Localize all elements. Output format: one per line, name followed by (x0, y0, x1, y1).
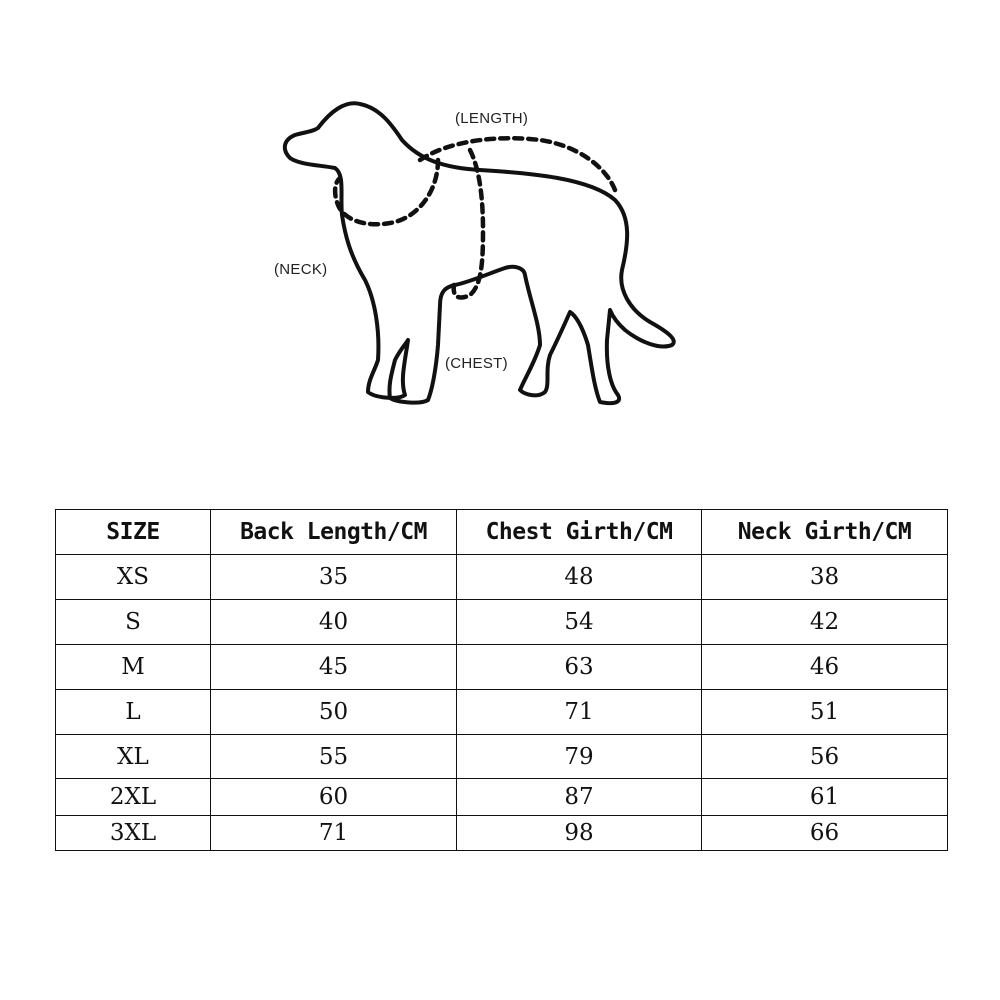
cell-chest-girth: 54 (457, 600, 702, 645)
cell-chest-girth: 79 (457, 735, 702, 779)
cell-back-length: 50 (211, 690, 457, 735)
cell-neck-girth: 56 (702, 735, 948, 779)
cell-size: M (56, 645, 211, 690)
dog-outline-illustration (0, 0, 1000, 460)
cell-neck-girth: 51 (702, 690, 948, 735)
cell-neck-girth: 66 (702, 816, 948, 851)
table-row (56, 645, 948, 690)
neck-label: (NECK) (274, 261, 328, 278)
table-header-row (56, 510, 948, 555)
table-row (56, 555, 948, 600)
cell-size: S (56, 600, 211, 645)
cell-chest-girth: 87 (457, 779, 702, 816)
cell-neck-girth: 38 (702, 555, 948, 600)
cell-chest-girth: 63 (457, 645, 702, 690)
cell-size: XS (56, 555, 211, 600)
header-back-length: Back Length/CM (211, 510, 457, 555)
cell-size: 2XL (56, 779, 211, 816)
cell-size: 3XL (56, 816, 211, 851)
length-label: (LENGTH) (455, 110, 529, 127)
chest-measure-line (454, 150, 483, 298)
cell-chest-girth: 71 (457, 690, 702, 735)
cell-neck-girth: 46 (702, 645, 948, 690)
cell-back-length: 35 (211, 555, 457, 600)
table-row (56, 690, 948, 735)
header-neck-girth: Neck Girth/CM (702, 510, 948, 555)
cell-neck-girth: 42 (702, 600, 948, 645)
header-size: SIZE (56, 510, 211, 555)
table-row (56, 735, 948, 779)
cell-back-length: 45 (211, 645, 457, 690)
table-row (56, 600, 948, 645)
cell-back-length: 40 (211, 600, 457, 645)
cell-chest-girth: 48 (457, 555, 702, 600)
neck-measure-line (335, 160, 438, 224)
dog-measurement-diagram (0, 0, 1000, 460)
table-row (56, 816, 948, 851)
cell-back-length: 55 (211, 735, 457, 779)
table-row (56, 779, 948, 816)
size-chart-table (55, 509, 948, 851)
cell-chest-girth: 98 (457, 816, 702, 851)
cell-size: XL (56, 735, 211, 779)
cell-size: L (56, 690, 211, 735)
header-chest-girth: Chest Girth/CM (457, 510, 702, 555)
cell-back-length: 60 (211, 779, 457, 816)
cell-back-length: 71 (211, 816, 457, 851)
cell-neck-girth: 61 (702, 779, 948, 816)
chest-label: (CHEST) (445, 355, 508, 372)
